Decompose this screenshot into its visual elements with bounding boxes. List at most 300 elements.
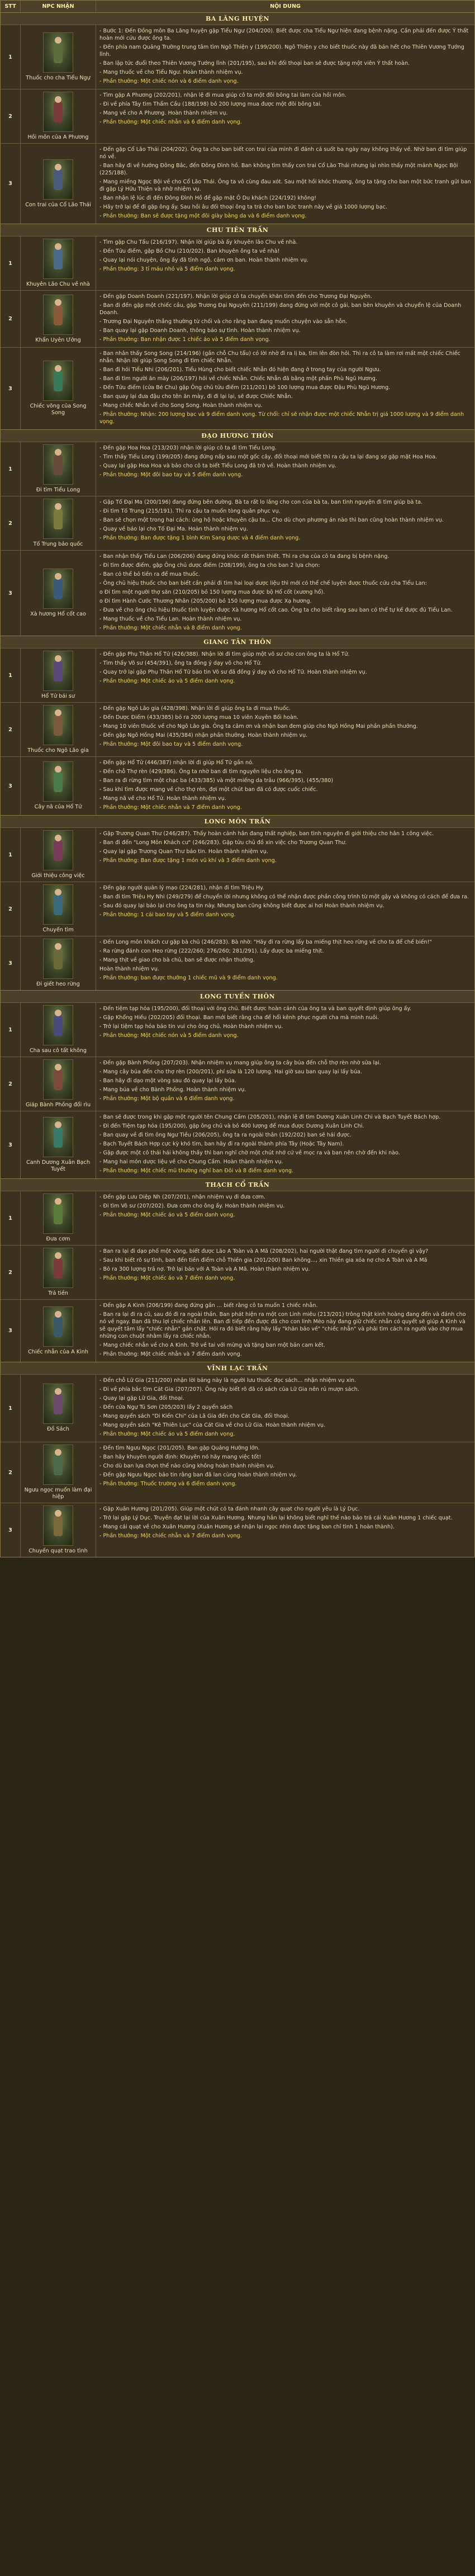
npc-body-shape [54, 454, 63, 475]
quest-step: - Quay lại nói chuyện, ông ấy đã tỉnh ngộ, cảm ơn ban. Hoàn thành nhiệm vụ. [99, 257, 309, 263]
npc-portrait [43, 295, 73, 335]
npc-body-shape [54, 1316, 63, 1337]
quest-step: - Quay về báo lại cho Tố Đại Ma. Hoàn thành nhiệm vụ. [99, 526, 248, 532]
npc-cell [21, 648, 96, 702]
quest-step: - Gặp được một cô thái hái không thấy thì ban nghĩ chờ một chút nhớ cứ về mọc ra và ban nên chờ đến khi nào. [99, 1150, 400, 1156]
quest-number: 3 [1, 348, 21, 429]
npc-cell [21, 144, 96, 224]
quest-reward: - Phần thưởng: Một bộ quần và 6 điểm danh vọng. [99, 1096, 235, 1102]
quest-step: - Mang 10 viên thuốc về cho Ngô Lão gia. Ông ta cảm ơn và nhận ban đem giúp cho Ngô Hồng Mai phần phần thưởng. [99, 723, 418, 730]
quest-step: - Tìm thấy Võ sư (454/391), ông ta đồng ý dạy võ cho Hổ Tử. [99, 660, 262, 666]
npc-portrait [43, 1194, 73, 1234]
quest-reward: - Phần thưởng: Một chiếc nón và 5 điểm danh vọng. [99, 1033, 239, 1039]
npc-cell [21, 1375, 96, 1442]
quest-step: - Quay trở lại gặp Phụ Thân Hổ Tử báo tin Võ sư đã đồng ý dạy võ cho Hổ Tử. Hoàn thành nhiệm vụ. [99, 669, 367, 675]
quest-reward: - Phần thưởng: Một đôi bao tay và 5 điểm danh vọng. [99, 741, 243, 747]
quest-content [96, 648, 474, 702]
npc-head-shape [55, 943, 61, 950]
quest-number: 1 [1, 1375, 21, 1442]
npc-portrait [43, 939, 73, 979]
npc-cell [21, 882, 96, 936]
quest-step: - Gặp Tố Đại Ma (200/196) đang đứng bên đường. Bà ta rất lo lắng cho con của bà ta, ban tình nguyện đi tìm giúp bà ta. [99, 499, 423, 505]
npc-body-shape [54, 771, 63, 792]
npc-body-shape [54, 248, 63, 269]
section-title: VĨNH LẠC TRẤN [1, 1362, 474, 1374]
npc-name: Giới thiệu công việc [31, 873, 85, 879]
quest-step: - Ban ra lại đi ra cũ, sau đó đi ra ngoài thần. Ban phát hiện ra một con Linh miêu (213/201) trông thật kinh hoàng đang đến và đánh cho nó về ngay. Ban đã thu lợi chiếc nhẫn lên. Ban đi tiếp đến được đã cho con linh Mèo này đang giữ chiếc nhẫn có quyết sẽ giúp A Kinh và sẽ quyết tâm lấy "chiếc nhẫn" gắn chặt. Hỏi ra đó biết rằng hãy lấy "khăn bảo về" "chiếc nhẫn" và phải tìm cách ra người vào chợ mua những con chuột nhằm lấy ra chiếc nhẫn. [99, 1311, 466, 1339]
quest-reward: - Phần thưởng: Một chiếc mũ thường nghĩ ban Đôi và 8 điểm danh vọng. [99, 1168, 294, 1174]
npc-portrait [43, 830, 73, 870]
quest-reward: - Phần thưởng: Một chiếc nón và 6 điểm danh vọng. [99, 78, 239, 84]
quest-reward: - Phần thưởng: Ban sẽ được tặng một đôi giày bằng da và 6 điểm danh vọng. [99, 213, 307, 219]
quest-reward: - Phần thưởng: Nhận: 200 lượng bạc và 9 điểm danh vọng. Từ chối: chỉ sẽ nhận được một chiếc Nhẫn trị giá 1000 lượng và 9 điểm danh vọng. [99, 411, 464, 425]
quest-step: - Đưa về cho ông chủ hiệu thuốc tinh luyện được Xà hương Hổ cốt cao. Ông ta cho biết rằng sau ban có thể tự kế được đủ Tiểu Lan. [99, 607, 453, 613]
npc-body-shape [54, 1393, 63, 1414]
section-title: ĐẠO HƯƠNG THÔN [1, 430, 474, 442]
quest-step: - Đến tiệm tạp hóa (195/200), đối thoại với ông chủ. Biết được hoàn cảnh của ông ta và ban quyết định giúp ông ấy. [99, 1006, 411, 1012]
quest-step: - Đến gặp Ngô Lão gia (428/398). Nhận lời đi giúp ông ta đi mua thuốc. [99, 705, 291, 712]
quest-row [1, 1191, 474, 1245]
quest-row [1, 496, 474, 550]
quest-row [1, 236, 474, 290]
quest-step: - Bước 1: Đến Đồng môn Ba Lăng huyện gặp Tiểu Ngư (204/200). Biết được cha Tiểu Ngư hiện đang bệnh nặng. Cần phải đến được Ý thất hoàn mới cứu được ông ta. [99, 28, 469, 41]
quest-content [96, 1111, 474, 1178]
quest-step: - Hãy trở lại để đi gặp ông ấy. Sau hồi âu đối thoại ông ta trả cho ban bức tranh này về giá 1000 lượng bạc. [99, 204, 387, 210]
npc-name: Đồ Sách [47, 1426, 69, 1432]
header-content: NỘI DUNG [270, 3, 301, 10]
quest-step: - Đến gặp Lưu Diệp Nh (207/201), nhận nhiệm vụ đi đưa cơm. [99, 1194, 266, 1200]
npc-portrait [43, 159, 73, 200]
npc-body-shape [54, 894, 63, 915]
quest-content [96, 703, 474, 756]
quest-content [96, 25, 474, 89]
npc-head-shape [55, 1121, 61, 1128]
npc-body-shape [54, 1257, 63, 1278]
quest-number: 1 [1, 648, 21, 702]
npc-body-shape [54, 1515, 63, 1536]
quest-number: 1 [1, 25, 21, 89]
quest-step: o Đi tìm một người thợ săn (210/205) bỏ 150 lượng mua được bộ Hổ cốt (xương hổ). [99, 589, 325, 595]
npc-body-shape [54, 660, 63, 681]
npc-cell [21, 703, 96, 756]
quest-step: - Đến gặp Phụ Thân Hổ Tử (426/388). Nhận lời đi tìm giúp một võ sư cho con ông ta là Hổ Tử. [99, 651, 350, 657]
npc-body-shape [54, 1069, 63, 1090]
quest-number: 2 [1, 882, 21, 936]
quest-step: - Ra rừng đánh con Heo rừng (222/260; 276/260; 281/291). Lấy được ba miếng thịt. [99, 948, 324, 954]
quest-step: - Mang nã về cho Hổ Tử. Hoàn thành nhiệm vụ. [99, 795, 226, 802]
npc-portrait [43, 1059, 73, 1100]
npc-name: Hồi môn của A Phương [27, 134, 89, 140]
section [1, 1178, 474, 1362]
npc-name: Khuyên Lão Chu về nhà [26, 281, 90, 287]
npc-name: Xà hương Hổ cốt cao [30, 611, 86, 617]
quest-step: - Ban quay lại đưa đậu cho tên ăn mày, đi đi lại lại, sẽ được Chiếc Nhẫn. [99, 394, 293, 400]
quest-number: 1 [1, 828, 21, 882]
npc-head-shape [55, 1311, 61, 1318]
quest-row [1, 882, 474, 936]
npc-name: Tố Trung bảo quốc [33, 541, 83, 547]
quest-content [96, 291, 474, 347]
quest-step: - Mang quyển sách "Kê Thiên Lục" của Cát Gia về cho Lữ Gia. Hoàn thành nhiệm vụ. [99, 1422, 326, 1428]
quest-content [96, 496, 474, 550]
quest-step: - Ông chủ hiệu thuốc cho ban biết cần phải đi tìm hai loại dược liệu thì mới có thể chế luyện được thuốc cứu cha Tiểu Lan: [99, 580, 427, 586]
quest-step: - Đến gặp người quản lý mạo (224/281), nhận đi tìm Triệu Hy. [99, 885, 264, 891]
npc-body-shape [54, 42, 63, 63]
quest-step: - Đến phía nam Quảng Trường trung tâm tìm Ngô Thiện y (199/200). Ngô Thiện y cho biết thuốc này đã bán hết cho Thiên Vương Tướng lĩnh. [99, 44, 464, 58]
section [1, 12, 474, 224]
quest-step: o Đi tìm Hành Cước Thương Nhân (205/200) bỏ 150 lượng mua được Xạ hương. [99, 598, 312, 604]
quest-content [96, 882, 474, 936]
quest-step: - Ban nhận lệ lúc đi đến Đông Đình Hồ để gặp mặt Ô Du khách (224/192) không! [99, 195, 316, 201]
quest-step: - Mang chiếc nhẫn về cho A Kinh. Trở về tai với mừng và tặng ban một bản cam kết. [99, 1342, 325, 1348]
npc-cell [21, 1246, 96, 1299]
quest-step: - Trở lại tiệm tạp hóa báo tin vui cho ông chủ. Hoàn thành nhiệm vụ. [99, 1024, 283, 1030]
npc-portrait [43, 651, 73, 691]
quest-step: - Bạch Tuyết Bách Hợp cực kỳ khó tìm, ban hãy đi ra ngoài thành phía Tây (Hoặc Tây Nam). [99, 1141, 344, 1147]
section [1, 224, 474, 429]
quest-reward: - Phần thưởng: Ban được tặng 1 bình Kim Sang dược và 4 điểm danh vọng. [99, 535, 301, 541]
quest-step: - Mang chiếc Nhẫn về cho Song Song. Hoàn thành nhiệm vụ. [99, 402, 263, 409]
npc-cell [21, 348, 96, 429]
npc-name: Con trai của Cổ Lão Thái [25, 201, 91, 208]
quest-row [1, 25, 474, 89]
quest-number: 2 [1, 89, 21, 143]
npc-name: Thuốc cho Ngô Lão gia [27, 747, 89, 754]
quest-step: - Đi tìm được điếm, gặp Ông chủ dược điếm (208/199), ông ta cho ban 2 lựa chọn: [99, 562, 320, 569]
quest-reward: - Phần thưởng: Ban được tặng 1 món vũ khí và 3 điểm danh vọng. [99, 858, 277, 864]
npc-cell [21, 1111, 96, 1178]
npc-head-shape [55, 164, 61, 171]
npc-name: Trả tiền [48, 1290, 68, 1296]
npc-cell [21, 1300, 96, 1362]
npc-body-shape [54, 578, 63, 599]
quest-number: 2 [1, 703, 21, 756]
quest-content [96, 1503, 474, 1557]
header-stt: STT [1, 1, 21, 12]
npc-head-shape [55, 37, 61, 44]
quest-row [1, 1442, 474, 1503]
quest-number: 1 [1, 1191, 21, 1245]
quest-step: - Đi tìm Vô sư (207/202). Đưa cơm cho ông ấy. Hoàn thành nhiệm vụ. [99, 1203, 285, 1209]
quest-step: - Quay lại gặp Lữ Gia, đối thoại. [99, 1395, 184, 1401]
npc-portrait [43, 92, 73, 132]
quest-content [96, 1003, 474, 1057]
quest-step: - Mang thịt về giao cho bà chủ, ban sẽ được nhận thưởng. [99, 957, 255, 963]
npc-portrait [43, 705, 73, 745]
npc-body-shape [54, 948, 63, 969]
npc-body-shape [54, 169, 63, 190]
quest-reward: - Phần thưởng: Một đôi bao tay và 5 điểm danh vọng. [99, 472, 243, 478]
npc-portrait [43, 444, 73, 485]
quest-number: 3 [1, 1111, 21, 1178]
npc-cell [21, 936, 96, 990]
quest-step: - Mang thuốc về cho Tiểu Ngư. Hoàn thành nhiệm vụ. [99, 69, 243, 75]
quest-content [96, 1375, 474, 1442]
quest-step: - Ban đi tìm người ăn mày (206/197) hỏi về chiếc Nhẫn. Chiếc Nhẫn đã bằng một phần Phù Ngũ Hương. [99, 376, 377, 382]
quest-step: - Mang cái quạt về cho Xuân Hương (Xuân Hương sẽ nhận lại ngọc nhìn được tặng ban chỉ tình 1 hoàn thành). [99, 1524, 395, 1530]
quest-reward: - Phần thưởng: Một chiếc áo và 5 điểm danh vọng. [99, 678, 235, 684]
quest-step: - Gặp Xuân Hương (201/205). Giúp một chút có ta đánh nhanh cây quạt cho người yêu là Lý Dục. [99, 1506, 360, 1512]
quest-step: - Tìm gặp A Phương (202/201), nhận lệ đi mua giúp cô ta một đôi bông tai làm của hồi môn. [99, 92, 346, 98]
quest-step: Hoàn thành nhiệm vụ. [99, 966, 159, 972]
quest-step: - Đến gặp Bành Phồng (207/203). Nhận nhiệm vụ mang giúp ông ta cây búa đến chỗ thợ rèn nhờ sửa lại. [99, 1060, 381, 1066]
quest-reward: - Phần thưởng: Một chiếc áo và 7 điểm danh vọng. [99, 1275, 235, 1281]
quest-number: 1 [1, 236, 21, 290]
table-header [1, 1, 474, 12]
section-title: CHU TIÊN TRẤN [1, 224, 474, 236]
quest-row [1, 1299, 474, 1362]
npc-portrait [43, 1384, 73, 1424]
quest-step: - Đến cửa Ngự Tú Sơn (205/203) lấy 2 quyển sách [99, 1404, 233, 1410]
quest-content [96, 1057, 474, 1111]
npc-head-shape [55, 1449, 61, 1456]
quest-number: 3 [1, 144, 21, 224]
quest-row [1, 827, 474, 882]
quest-row [1, 702, 474, 756]
npc-head-shape [55, 96, 61, 103]
quest-reward: - Phần thưởng: 3 tỉ máu nhỏ và 5 điểm danh vọng. [99, 266, 235, 272]
quest-step: - Ban có thể bỏ tiền ra để mua thuốc. [99, 571, 200, 577]
quest-number: 3 [1, 1503, 21, 1557]
npc-cell [21, 89, 96, 143]
npc-body-shape [54, 840, 63, 861]
quest-row [1, 1503, 474, 1557]
npc-head-shape [55, 889, 61, 896]
quest-reward: - Phần thưởng: ban được thưởng 1 chiếc mũ và 9 điểm danh vọng. [99, 975, 278, 981]
quest-row [1, 347, 474, 429]
quest-reward: - Phần thưởng: Một chiếc nhẫn và 6 điểm danh vọng. [99, 119, 242, 125]
quest-content [96, 442, 474, 496]
quest-step: - Đến Long môn khách cư gặp bà chủ (246/283). Bà nhờ: "Hãy đi ra rừng lấy ba miếng thịt heo rừng về cho ta để chế biến!" [99, 939, 432, 945]
quest-step: - Ban đi đến "Long Môn Khách cư" (246/283). Gặp tửu chủ đồ xin việc cho Trương Quan Thư. [99, 840, 347, 846]
npc-head-shape [55, 243, 61, 250]
quest-step: - Đi về phía Tây tìm Thẩm Cầu (188/198) bỏ 200 lượng mua được một đôi bông tai. [99, 101, 322, 107]
quest-step: - Ban quay lại gặp Doanh Doanh, thông báo sự tình. Hoàn thành nhiệm vụ. [99, 328, 301, 334]
quest-number: 1 [1, 442, 21, 496]
quest-row [1, 550, 474, 636]
quest-number: 2 [1, 496, 21, 550]
npc-portrait [43, 1505, 73, 1546]
quest-step: - Mang miếng Ngọc Bội về cho Cổ Lão Thái. Ông ta vô cùng đau xót. Sau một hồi khóc thương, ông ta tặng cho ban một bức tranh gửi ban đi gặp Lý Hữu Thiện và nhờ nhiệm vụ. [99, 179, 471, 192]
npc-cell [21, 236, 96, 290]
quest-number: 2 [1, 1442, 21, 1503]
npc-head-shape [55, 573, 61, 580]
quest-reward: - Phần thưởng: Ban nhận được 1 chiếc áo và 5 điểm danh vọng. [99, 337, 270, 343]
quest-step: - Đến Tửu điếm (cửa Bé Chu) gặp Ông chủ tửu điếm (211/201) bỏ 100 lượng mua được Đậu Phù Ngũ Hương. [99, 385, 391, 391]
npc-name: Chiếc võng của Song Song [30, 403, 87, 416]
quest-step: - Ban ra lại đi dạo phố một vòng, biết được Lão A Toàn và A Mã (208/202), hai người thật đang tìm người đi chuyển gì vậy? [99, 1248, 429, 1254]
quest-step: - Ban quay về đi tìm ông Ngư Tiều (206/205), ông ta ra ngoài thân (192/202) ban sẽ hái được. [99, 1132, 352, 1138]
section-title: THẠCH CỔ TRẤN [1, 1179, 474, 1191]
npc-portrait [43, 1005, 73, 1045]
npc-head-shape [55, 299, 61, 306]
npc-cell [21, 1442, 96, 1503]
section [1, 636, 474, 815]
npc-cell [21, 828, 96, 882]
quest-step: - Mang búa về cho Bành Phồng. Hoàn thành nhiệm vụ. [99, 1087, 246, 1093]
quest-reward: - Phần thưởng: Một chiếc nhẫn và 8 điểm danh vọng. [99, 625, 242, 631]
quest-step: - Phần thưởng: Một chiếc nhẫn và 7 điểm danh vọng. [99, 1351, 242, 1357]
quest-step: - Ban đi tìm Triệu Hy Nhi (249/279) để chuyển lời nhưng không có thể nhận được phần công trình từ một gậy và không có cách để đưa ra. [99, 894, 469, 900]
quest-step: - Đến gặp A Kinh (206/199) đang đứng gần ... biết rằng cô ta muốn 1 chiếc nhẫn. [99, 1303, 318, 1309]
npc-cell [21, 25, 96, 89]
quest-number: 1 [1, 1003, 21, 1057]
quest-step: - Ban đi đến gặp một chiếc cầu, gặp Trương Đại Nguyên (211/199) đang đứng với một cô gái, ban bèn khuyên và chuyển lệ của Doanh Doanh. [99, 302, 462, 316]
quest-step: - Mang hai món dược liệu về cho Chung Cầm. Hoàn thành nhiệm vụ. [99, 1159, 283, 1165]
quest-row [1, 936, 474, 990]
quest-step: - Ban nhận thấy Tiểu Lan (206/206) đang đứng khóc rất thảm thiết. Thì ra cha của cô ta đang bị bệnh nặng. [99, 553, 390, 560]
npc-cell [21, 1003, 96, 1057]
quest-step: - Đến chỗ Thợ rèn (429/386). Ông ta nhờ ban đi tìm nguyên liệu cho ông ta. [99, 769, 303, 775]
npc-body-shape [54, 1126, 63, 1148]
quest-step: - Ban hãy đi dạo một vòng sau đó quay lại lấy búa. [99, 1078, 236, 1084]
npc-portrait [43, 32, 73, 73]
npc-cell [21, 551, 96, 636]
quest-step: - Bỏ ra 300 lượng trả nợ. Trở lại báo với A Toàn và A Mã. Hoàn thành nhiệm vụ. [99, 1266, 310, 1272]
quest-step: - Quay lại gặp Hoa Hoa và bảo cho cô ta biết Tiểu Long đã trở về. Hoàn thành nhiệm vụ. [99, 463, 337, 469]
quest-step: - Ban hãy khuyên người định: Khuyên nó hãy mang việc tốt! [99, 1454, 262, 1460]
npc-head-shape [55, 1064, 61, 1071]
quest-step: - Quay lại gặp Trương Quan Thư báo tin. Hoàn thành nhiệm vụ. [99, 849, 268, 855]
npc-cell [21, 1057, 96, 1111]
quest-step: - Đi tìm Tố Trung (215/191). Thì ra cậu ta muốn tòng quân phục vụ. [99, 508, 281, 514]
npc-head-shape [55, 449, 61, 456]
quest-step: - Đến Tửu điếm, gặp Bồ Chu (210/202). Ban khuyên ông ta về nhà! [99, 248, 280, 254]
quest-step: - Ban lập tức đuổi theo Thiên Vương Tướng lĩnh (201/195), sau khi đối thoại ban sẽ được tặng một viên Ý thất hoàn. [99, 60, 410, 67]
quest-content [96, 1191, 474, 1245]
quest-row [1, 1002, 474, 1057]
quest-step: - Đến gặp Ngô Hồng Mai (435/384) nhận phần thưởng. Hoàn thành nhiệm vụ. [99, 732, 308, 738]
quest-row [1, 89, 474, 143]
quest-reward: - Phần thưởng: Một chiếc áo và 5 điểm danh vọng. [99, 1212, 235, 1218]
quest-step: - Ban ra đi rừng tìm một chạc ba (433/385) và một miếng da trâu (966/395), (455/380) [99, 778, 334, 784]
npc-name: Khẩn Uyên Ưởng [35, 337, 81, 343]
quest-step: - Đến gặp Cổ Lão Thái (204/202). Ông ta cho ban biết con trai của mình đi đánh cá suốt ba ngày nay không thấy về. Nhờ ban đi tìm giúp nó về. [99, 146, 467, 160]
quest-step: - Mang quyển sách "Di Kiến Chi" của Lã Gia đến cho Cát Gia, đối thoại. [99, 1413, 289, 1419]
quest-step: - Sau khi biết rõ sự tình, ban đến tiền điểm chỗ Thiền gia (201/200) Ban không..., xin Thiền gia xóa nợ cho A Toàn và A Mã [99, 1257, 428, 1263]
quest-reward: - Phần thưởng: Thuốc trường và 6 điểm danh vọng. [99, 1481, 237, 1487]
quest-reward: - Phần thưởng: 1 cái bao tay và 5 điểm danh vọng. [99, 912, 236, 918]
quest-step: - Tìm thấy Tiểu Long (199/205) đang đứng nấp sau một gốc cây, đối thoại mới biết thì ra cậu ta lại đang sợ gặp mặt Hoa Hoa. [99, 454, 438, 460]
quest-step: - Mang về cho A Phương. Hoàn thành nhiệm vụ. [99, 110, 228, 116]
npc-name: Đi tìm Tiểu Long [36, 487, 80, 493]
section [1, 429, 474, 636]
npc-head-shape [55, 1388, 61, 1395]
npc-head-shape [55, 655, 61, 662]
npc-portrait [43, 1445, 73, 1485]
npc-body-shape [54, 304, 63, 325]
quest-content [96, 1300, 474, 1362]
npc-portrait [43, 761, 73, 802]
section-title: LONG TUYỀN THÔN [1, 991, 474, 1002]
quest-step: - Mang thuốc về cho Tiểu Lan. Hoàn thành nhiệm vụ. [99, 616, 242, 622]
quest-step: - Tìm gặp Chu Tẩu (216/197). Nhận lời giúp bà ấy khuyên lão Chu về nhà. [99, 239, 298, 245]
npc-body-shape [54, 508, 63, 529]
section [1, 990, 474, 1178]
npc-name: Chuyến quạt trao tình [28, 1548, 88, 1554]
npc-name: Cha sau cô tất không [29, 1048, 87, 1054]
quest-step: - Trở lại gặp Lý Dục. Truyền đạt lại lời của Xuân Hương. Nhưng hắn lại không biết nghĩ thế nào bảo trả cái Xuân Hương 1 chiếc quạt. [99, 1515, 453, 1521]
quest-number: 3 [1, 551, 21, 636]
quest-step: - Mang cây búa đến cho thợ rèn (200/201), phí sửa là 120 lượng. Hai giờ sau ban quay lại lấy búa. [99, 1069, 362, 1075]
quest-content [96, 89, 474, 143]
quest-reward: - Phần thưởng: Một chiếc nhẫn và 7 điểm danh vọng. [99, 1533, 242, 1539]
quest-row [1, 143, 474, 224]
npc-name: Đi giết heo rừng [36, 981, 80, 987]
quest-step: - Gặp Khổng Hiếu (202/205) đối thoại. Ban mới biết rằng cha để hổi kênh phục người cha mà mình nuôi. [99, 1015, 379, 1021]
quest-content [96, 936, 474, 990]
npc-body-shape [54, 370, 63, 391]
npc-name: Chuyến tìm [42, 927, 74, 933]
npc-body-shape [54, 101, 63, 122]
npc-head-shape [55, 766, 61, 773]
quest-step: - Ban đi hỏi Tiểu Nhi (206/201). Tiểu Hùng cho biết chiếc Nhẫn đó hiện đang ở trong tay của người Ngưu. [99, 367, 381, 373]
quest-number: 3 [1, 1300, 21, 1362]
npc-body-shape [54, 1203, 63, 1224]
section [1, 815, 474, 990]
npc-name: Đưa cơm [46, 1236, 70, 1242]
npc-head-shape [55, 1198, 61, 1205]
npc-head-shape [55, 835, 61, 841]
npc-name: Canh Dương Xuân Bạch Tuyết [26, 1159, 90, 1172]
quest-number: 3 [1, 936, 21, 990]
quest-step: - Sau khi tìm được mang về cho thợ rèn, đợi một chút ban đã có được cuốc chiếc. [99, 787, 318, 793]
npc-head-shape [55, 1510, 61, 1517]
npc-cell [21, 291, 96, 347]
quest-step: - Ban sẽ được trong khi gặp một người tên Chung Cầm (205/201), nhận lệ đi tìm Dương Xuân Linh Chi và Bạch Tuyết Bách hợp. [99, 1114, 441, 1120]
quest-content [96, 1246, 474, 1299]
quest-number: 2 [1, 1246, 21, 1299]
npc-head-shape [55, 365, 61, 372]
quest-step: - Đến gặp Hoa Hoa (213/203) nhận lời giúp cô ta đi tìm Tiểu Long. [99, 445, 277, 451]
npc-portrait [43, 1248, 73, 1288]
quest-row [1, 756, 474, 815]
npc-name: Giáp Bành Phồng đổi rìu [25, 1102, 91, 1108]
quest-content [96, 348, 474, 429]
npc-head-shape [55, 503, 61, 510]
quest-step: - Đi về phía bắc tìm Cát Gia (207/207). Ông này biết rõ đã có sách của Lữ Gia nên rủ mượn sách. [99, 1386, 359, 1393]
npc-portrait [43, 361, 73, 401]
quest-step: - Đến tìm Ngưu Ngọc (201/205). Ban gặp Quảng Hưởng lớn. [99, 1445, 260, 1451]
npc-portrait [43, 499, 73, 539]
quest-content [96, 144, 474, 224]
quest-row [1, 442, 474, 496]
npc-cell [21, 442, 96, 496]
npc-name: Chiếc nhẫn của A Kinh [28, 1348, 88, 1355]
quest-step: - Ban hãy đi về hướng Đông Bắc, đến Đông Đình hồ. Ban không tìm thấy con trai Cổ Lão Thái nhưng lại nhìn thấy một mảnh Ngọc Bội (225/188). [99, 163, 458, 176]
npc-cell [21, 757, 96, 815]
quest-row [1, 1111, 474, 1178]
npc-body-shape [54, 714, 63, 736]
header-npc: NPC NHẬN [21, 1, 96, 12]
quest-reward: - Phần thưởng: Một chiếc áo và 5 điểm danh vọng. [99, 1431, 235, 1437]
quest-row [1, 1057, 474, 1111]
quest-step: - Ban nhân thấy Song Song (214/196) (gần chỗ Chu tẩu) có lời nhờ đi ra lị ba, tìm lên đòn hỏi. Thì ra cô ta làm rơi mất một chiếc Chiếc nhẫn. Nhận lời giúp Song Song đi tìm chiếc Nhẫn. [99, 351, 460, 364]
quest-step: - Gặp Trương Quan Thư (246/287). Thấy hoàn cảnh hắn đang thất nghiệp, ban tình nguyện đi giới thiệu cho hắn 1 công việc. [99, 831, 434, 837]
section [1, 1362, 474, 1557]
quest-step: - Đến gặp Ngưu Ngọc bảo tin rằng ban đã lan cùng hoàn thành nhiệm vụ. [99, 1472, 297, 1478]
quest-step: - Cho dù ban lựa chọn thế nào cũng không hoàn thành nhiệm vụ. [99, 1463, 275, 1469]
npc-body-shape [54, 1454, 63, 1475]
npc-head-shape [55, 709, 61, 716]
quest-number: 2 [1, 1057, 21, 1111]
quest-step: - Sau đó quay lại báo lại cho ông ta tin này. Nhưng ban cũng không biết được ai hơi Hoàn thành nhiệm vụ. [99, 903, 384, 909]
npc-name: Thuốc cho cha Tiểu Ngự [26, 75, 91, 81]
sections-container [1, 12, 474, 1557]
npc-cell [21, 1503, 96, 1557]
quest-row [1, 1374, 474, 1442]
quest-row [1, 648, 474, 702]
